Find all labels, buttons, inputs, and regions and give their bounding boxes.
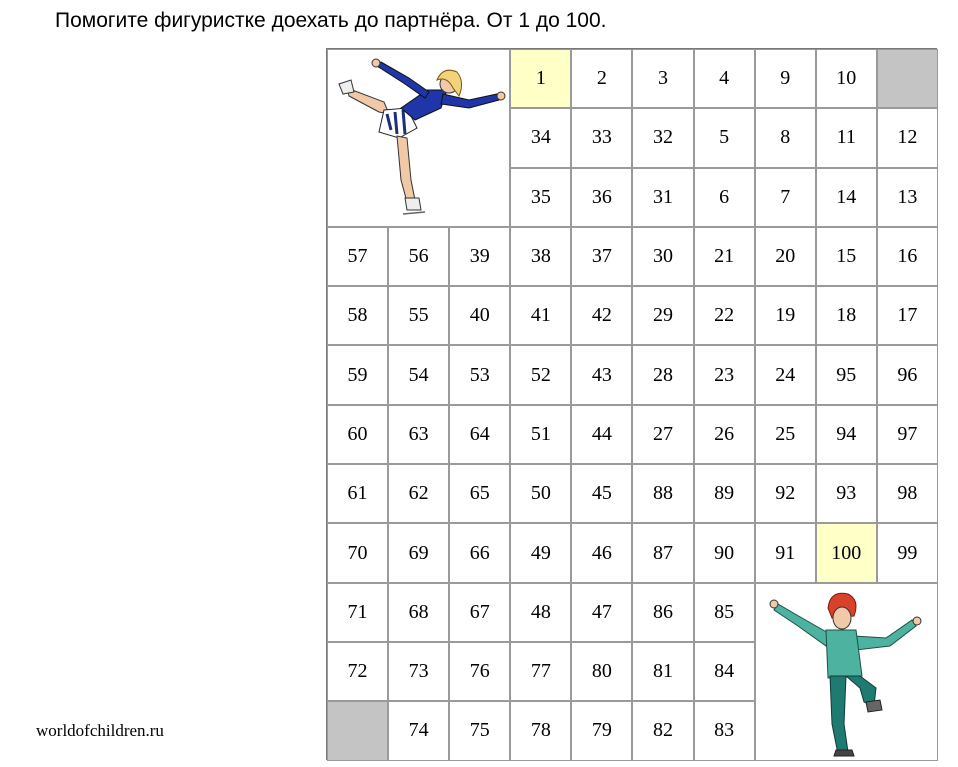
- male-skater-picture: [755, 583, 938, 761]
- number-cell[interactable]: 40: [449, 286, 510, 345]
- number-cell[interactable]: 78: [510, 701, 571, 760]
- number-cell[interactable]: 17: [877, 286, 938, 345]
- number-cell[interactable]: 63: [388, 405, 449, 464]
- number-cell[interactable]: 6: [694, 168, 755, 227]
- number-cell[interactable]: 93: [816, 464, 877, 523]
- number-cell[interactable]: 66: [449, 523, 510, 582]
- number-cell[interactable]: 41: [510, 286, 571, 345]
- number-cell[interactable]: 26: [694, 405, 755, 464]
- number-cell[interactable]: 74: [388, 701, 449, 760]
- finish-cell[interactable]: 100: [816, 523, 877, 582]
- number-cell[interactable]: 49: [510, 523, 571, 582]
- blocked-cell[interactable]: [877, 49, 938, 108]
- number-cell[interactable]: 8: [755, 108, 816, 167]
- number-cell[interactable]: 58: [327, 286, 388, 345]
- number-cell[interactable]: 42: [571, 286, 632, 345]
- number-cell[interactable]: 27: [632, 405, 693, 464]
- number-cell[interactable]: 24: [755, 345, 816, 404]
- number-cell[interactable]: 69: [388, 523, 449, 582]
- number-cell[interactable]: 16: [877, 227, 938, 286]
- number-cell[interactable]: 53: [449, 345, 510, 404]
- number-cell[interactable]: 21: [694, 227, 755, 286]
- number-cell[interactable]: 47: [571, 583, 632, 642]
- number-cell[interactable]: 84: [694, 642, 755, 701]
- number-cell[interactable]: 97: [877, 405, 938, 464]
- number-cell[interactable]: 67: [449, 583, 510, 642]
- number-cell[interactable]: 59: [327, 345, 388, 404]
- number-cell[interactable]: 13: [877, 168, 938, 227]
- number-cell[interactable]: 95: [816, 345, 877, 404]
- number-cell[interactable]: 50: [510, 464, 571, 523]
- number-cell[interactable]: 43: [571, 345, 632, 404]
- number-cell[interactable]: 10: [816, 49, 877, 108]
- number-cell[interactable]: 88: [632, 464, 693, 523]
- number-cell[interactable]: 87: [632, 523, 693, 582]
- number-cell[interactable]: 62: [388, 464, 449, 523]
- number-cell[interactable]: 20: [755, 227, 816, 286]
- number-cell[interactable]: 56: [388, 227, 449, 286]
- number-cell[interactable]: 71: [327, 583, 388, 642]
- number-cell[interactable]: 25: [755, 405, 816, 464]
- number-cell[interactable]: 22: [694, 286, 755, 345]
- number-cell[interactable]: 46: [571, 523, 632, 582]
- number-cell[interactable]: 54: [388, 345, 449, 404]
- number-cell[interactable]: 7: [755, 168, 816, 227]
- number-cell[interactable]: 99: [877, 523, 938, 582]
- number-cell[interactable]: 57: [327, 227, 388, 286]
- number-cell[interactable]: 89: [694, 464, 755, 523]
- number-cell[interactable]: 73: [388, 642, 449, 701]
- female-skater-icon: [329, 50, 509, 225]
- number-cell[interactable]: 64: [449, 405, 510, 464]
- male-skater-icon: [756, 584, 936, 759]
- number-cell[interactable]: 76: [449, 642, 510, 701]
- number-cell[interactable]: 70: [327, 523, 388, 582]
- number-cell[interactable]: 19: [755, 286, 816, 345]
- number-cell[interactable]: 35: [510, 168, 571, 227]
- number-cell[interactable]: 15: [816, 227, 877, 286]
- number-cell[interactable]: 33: [571, 108, 632, 167]
- number-cell[interactable]: 2: [571, 49, 632, 108]
- page-title: Помогите фигуристке доехать до партнёра. От 1 до 100.: [55, 9, 607, 32]
- number-cell[interactable]: 68: [388, 583, 449, 642]
- number-cell[interactable]: 9: [755, 49, 816, 108]
- number-cell[interactable]: 39: [449, 227, 510, 286]
- number-cell[interactable]: 83: [694, 701, 755, 760]
- number-cell[interactable]: 45: [571, 464, 632, 523]
- number-cell[interactable]: 36: [571, 168, 632, 227]
- number-cell[interactable]: 14: [816, 168, 877, 227]
- number-cell[interactable]: 79: [571, 701, 632, 760]
- number-cell[interactable]: 81: [632, 642, 693, 701]
- number-cell[interactable]: 91: [755, 523, 816, 582]
- number-cell[interactable]: 96: [877, 345, 938, 404]
- number-cell[interactable]: 51: [510, 405, 571, 464]
- number-cell[interactable]: 30: [632, 227, 693, 286]
- number-cell[interactable]: 48: [510, 583, 571, 642]
- number-cell[interactable]: 31: [632, 168, 693, 227]
- number-cell[interactable]: 5: [694, 108, 755, 167]
- number-cell[interactable]: 12: [877, 108, 938, 167]
- number-cell[interactable]: 11: [816, 108, 877, 167]
- site-credit: worldofchildren.ru: [36, 721, 164, 740]
- number-cell[interactable]: 29: [632, 286, 693, 345]
- blocked-cell[interactable]: [327, 701, 388, 760]
- number-cell[interactable]: 77: [510, 642, 571, 701]
- number-cell[interactable]: 3: [632, 49, 693, 108]
- number-cell[interactable]: 75: [449, 701, 510, 760]
- number-cell[interactable]: 65: [449, 464, 510, 523]
- number-cell[interactable]: 34: [510, 108, 571, 167]
- number-cell[interactable]: 90: [694, 523, 755, 582]
- number-cell[interactable]: 80: [571, 642, 632, 701]
- number-cell[interactable]: 55: [388, 286, 449, 345]
- number-cell[interactable]: 4: [694, 49, 755, 108]
- number-cell[interactable]: 44: [571, 405, 632, 464]
- number-cell[interactable]: 18: [816, 286, 877, 345]
- start-cell[interactable]: 1: [510, 49, 571, 108]
- number-cell[interactable]: 61: [327, 464, 388, 523]
- number-cell[interactable]: 72: [327, 642, 388, 701]
- number-cell[interactable]: 98: [877, 464, 938, 523]
- number-cell[interactable]: 32: [632, 108, 693, 167]
- number-cell[interactable]: 94: [816, 405, 877, 464]
- number-cell[interactable]: 37: [571, 227, 632, 286]
- number-cell[interactable]: 28: [632, 345, 693, 404]
- female-skater-picture: [327, 49, 510, 227]
- number-cell[interactable]: 85: [694, 583, 755, 642]
- number-cell[interactable]: 38: [510, 227, 571, 286]
- number-cell[interactable]: 92: [755, 464, 816, 523]
- number-cell[interactable]: 23: [694, 345, 755, 404]
- number-cell[interactable]: 60: [327, 405, 388, 464]
- number-cell[interactable]: 52: [510, 345, 571, 404]
- maze-grid: [326, 48, 937, 760]
- number-cell[interactable]: 86: [632, 583, 693, 642]
- number-cell[interactable]: 82: [632, 701, 693, 760]
